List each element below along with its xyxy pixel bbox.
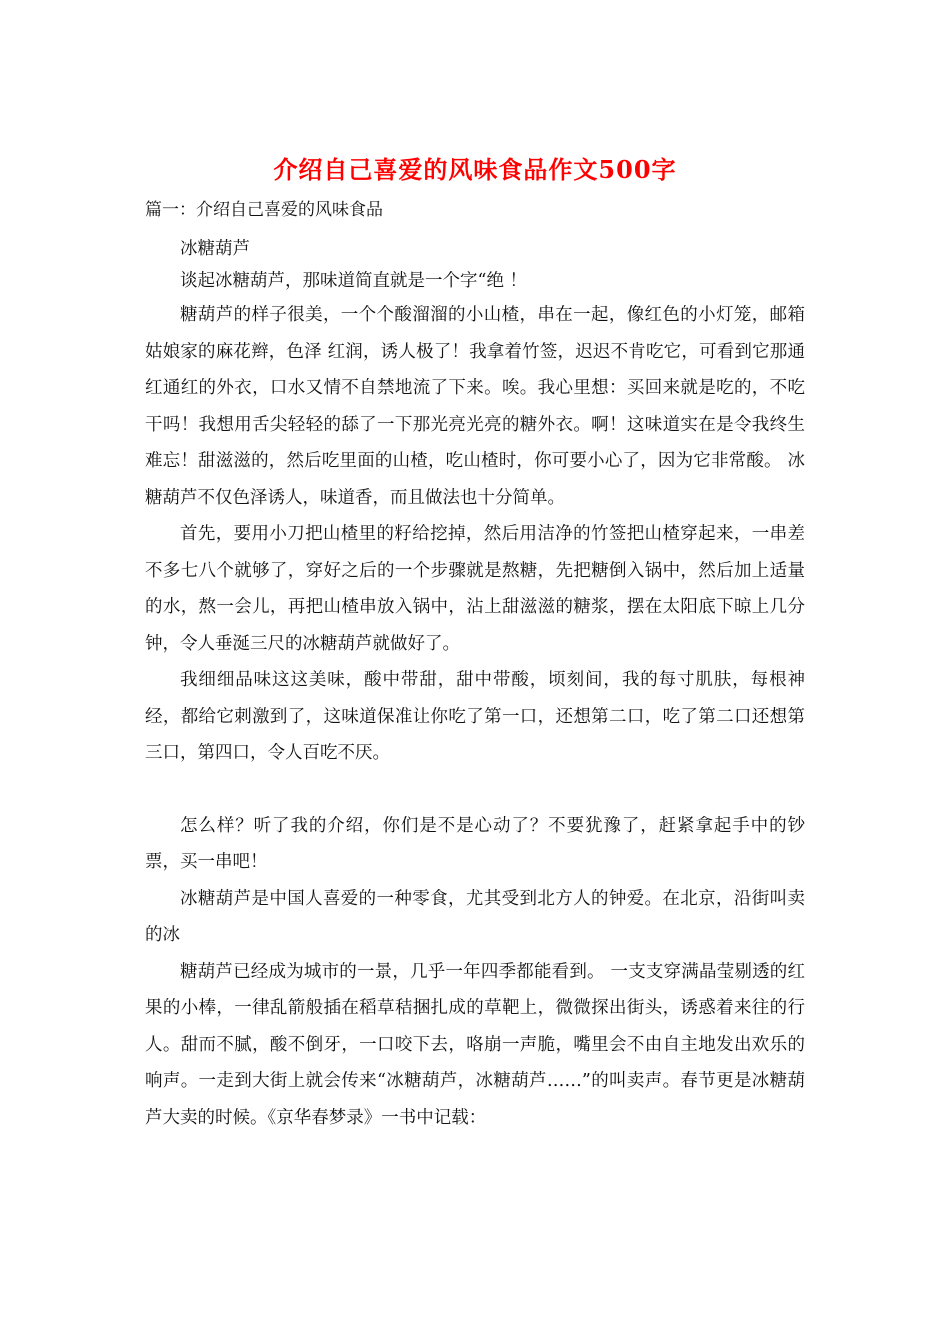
document-page — [145, 152, 805, 1136]
paragraph-intro: 谈起冰糖葫芦，那味道简直就是一个字“绝 ！ — [180, 271, 528, 291]
paragraph-taste: 我细细品味这这美味，酸中带甜，甜中带酸，顷刻间，我的每寸肌肤，每根神经，都给它刺激到了，这味道保准让你吃了第一口，还想第二口，吃了第二口还想第三口，第四口，令人百吃不厌。 — [145, 670, 805, 763]
paragraph-method: 首先，要用小刀把山楂里的籽给挖掉，然后用洁净的竹签把山楂穿起来，一串差不多七八个就够了，穿好之后的一个步骤就是熬糖，先把糖倒入锅中，然后加上适量的水，熬一会儿，再把山楂串放入锅中，沾上甜滋滋的糖浆，摆在太阳底下晾上几分钟，令人垂涎三尺的冰糖葫芦就做好了。 — [145, 524, 805, 654]
document-title: 介绍自己喜爱的风味食品作文500字 — [273, 155, 677, 184]
section-heading: 篇一：介绍自己喜爱的风味食品 — [145, 200, 383, 220]
paragraph-invitation: 怎么样？听了我的介绍，你们是不是心动了？不要犹豫了，赶紧拿起手中的钞票，买一串吧！ — [145, 815, 805, 872]
paragraph-appearance: 糖葫芦的样子很美，一个个酸溜溜的小山楂，串在一起，像红色的小灯笼，邮箱姑娘家的麻花辫，色泽 红润，诱人极了！我拿着竹签，迟迟不肯吃它，可看到它那通红通红的外衣，口水又情不自禁地流了下来。唉。我心里想：买回来就是吃的，不吃干吗！我想用舌尖轻轻的舔了一下那光亮光亮的糖外衣。啊！这味道实在是令我终生难忘！甜滋滋的，然后吃里面的山楂，吃山楂时，你可要小心了，因为它非常酸。 冰糖葫芦不仅色泽诱人，味道香，而且做法也十分简单。 — [145, 305, 805, 508]
paragraph-street: 糖葫芦已经成为城市的一景，几乎一年四季都能看到。 一支支穿满晶莹剔透的红果的小棒，一律乱箭般插在稻草秸捆扎成的草靶上，微微探出街头，诱惑着来往的行人。甜而不腻，酸不倒牙，一口咬下去，咯崩一声脆，嘴里会不由自主地发出欢乐的响声。一走到大街上就会传来“冰糖葫芦，冰糖葫芦……”的叫卖声。春节更是冰糖葫芦大卖的时候。《京华春梦录》一书中记载： — [145, 961, 805, 1128]
paragraph-subtitle: 冰糖葫芦 — [180, 239, 250, 259]
paragraph-beijing: 冰糖葫芦是中国人喜爱的一种零食，尤其受到北方人的钟爱。在北京，沿街叫卖的冰 — [145, 888, 805, 945]
blank-line — [145, 772, 805, 808]
